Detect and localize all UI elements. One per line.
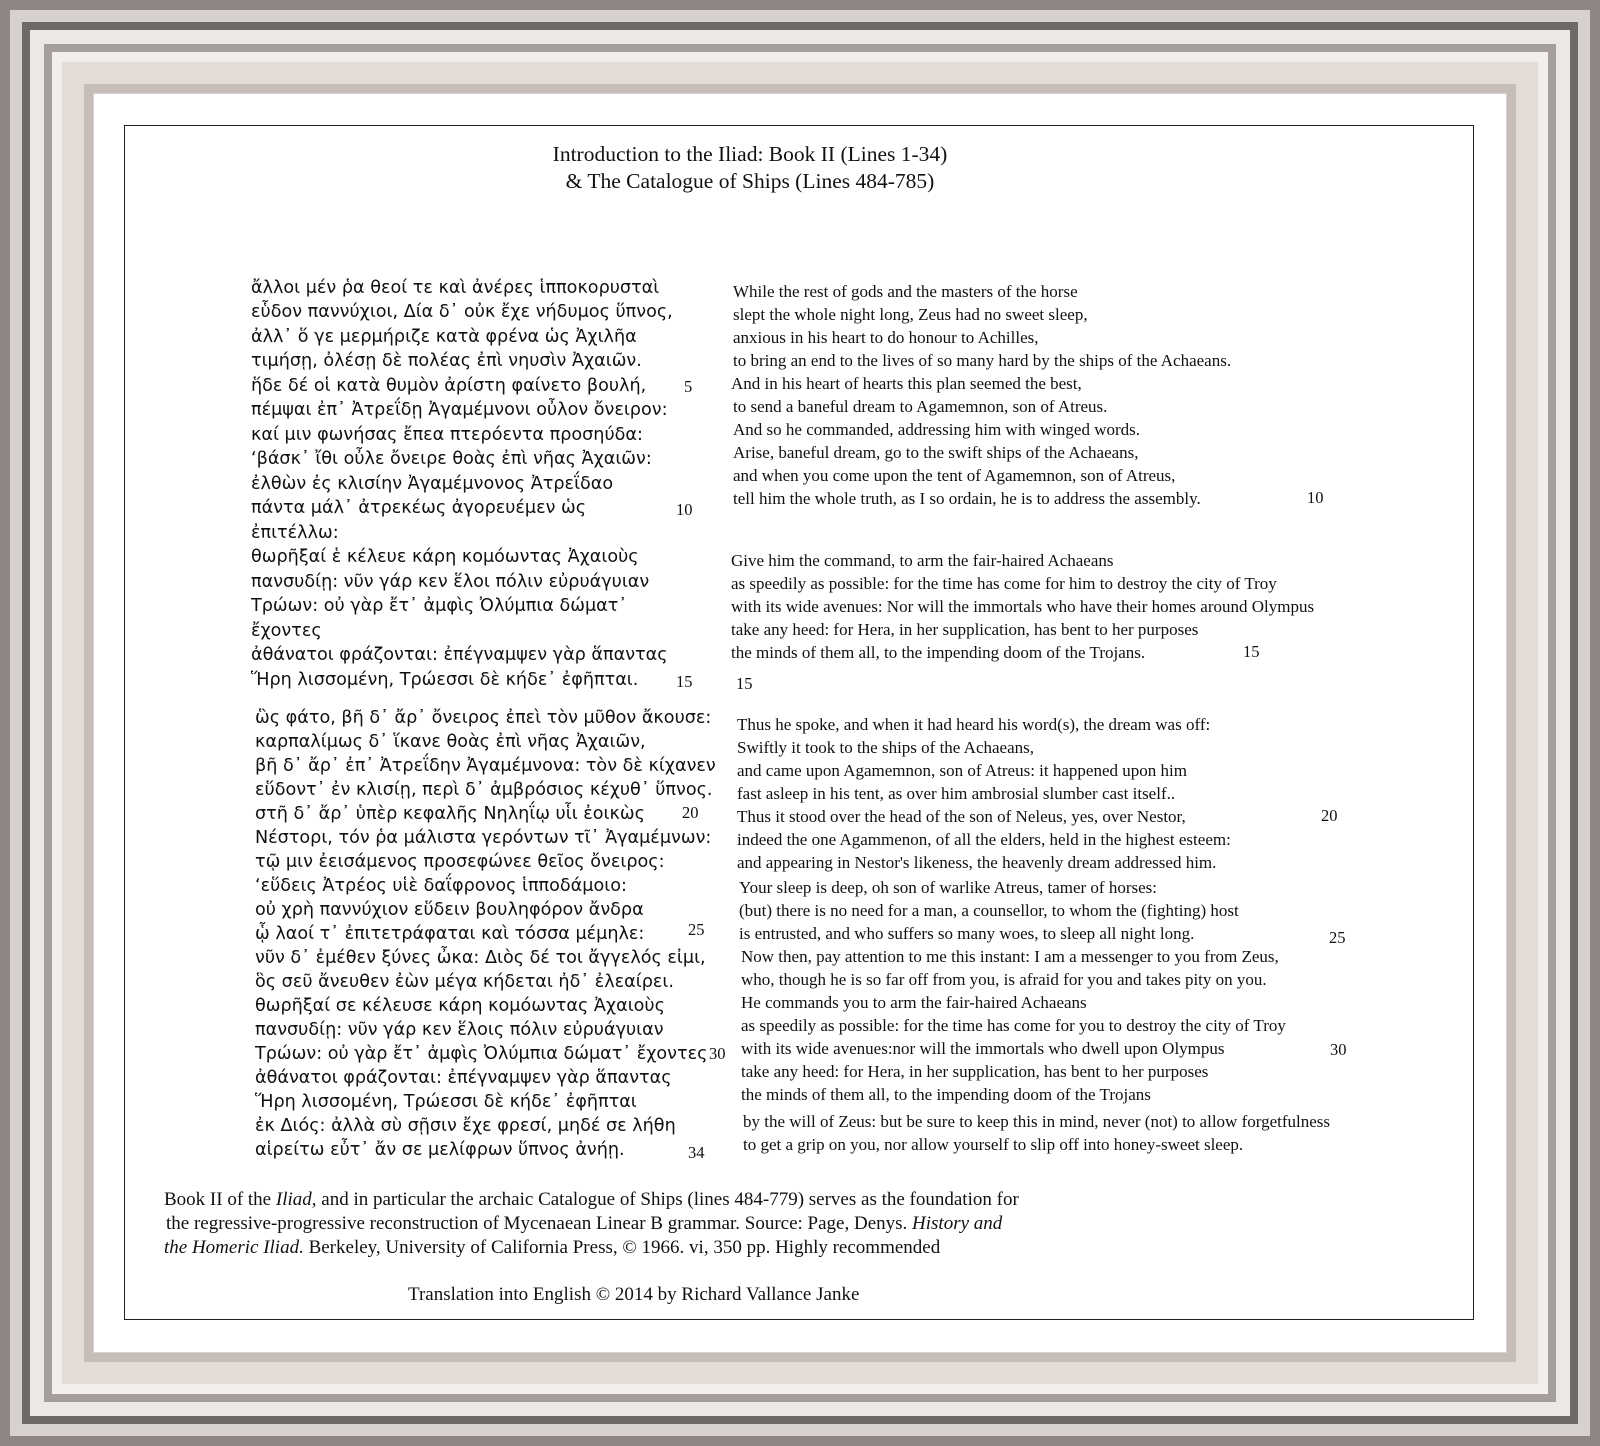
source-note-line-2 [166,1214,1002,1233]
copyright-line: Translation into English © 2014 by Richard Vallance Janke [408,1284,860,1305]
greek-line: νῦν δ᾽ ἐμέθεν ξύνες ὦκα: Διὸς δέ τοι ἄγγελός εἰμι, [255,948,706,968]
english-line: and appearing in Nestor's likeness, the heavenly dream addressed him. [737,853,1217,872]
english-line-number: 15 [736,674,753,693]
greek-line: πάντα μάλ᾽ ἀτρεκέως ἀγορευέμεν ὡς [251,498,587,518]
greek-line-number: 20 [682,803,699,822]
english-line: with its wide avenues: Nor will the immortals who have their homes around Olympus [731,597,1315,616]
greek-line: ‘βάσκ᾽ ἴθι οὖλε ὄνειρε θοὰς ἐπὶ νῆας Ἀχαιῶν: [251,449,652,469]
page-title-line-1: Introduction to the Iliad: Book II (Lines 1-34) [552,142,948,166]
english-line: (but) there is no need for a man, a counsellor, to whom the (fighting) host [739,901,1239,920]
greek-line: ἥδε δέ οἱ κατὰ θυμὸν ἀρίστη φαίνετο βουλή, [251,376,647,396]
note-italic-title: History and [912,1213,1003,1234]
source-note-line-3 [164,1238,940,1257]
english-line: Thus it stood over the head of the son of Neleus, yes, over Nestor, [737,807,1186,826]
note-text: , and in particular the archaic Catalogue of Ships (lines 484-779) serves as the foundation for [311,1189,1019,1210]
english-line: with its wide avenues:nor will the immortals who dwell upon Olympus [741,1039,1225,1058]
english-line: anxious in his heart to do honour to Achilles, [733,328,1039,347]
english-line: fast asleep in his tent, as over him ambrosial slumber cast itself.. [737,784,1176,803]
note-text: Berkeley, University of California Press, © 1966. vi, 350 pp. Highly recommended [303,1237,941,1258]
english-line: Arise, baneful dream, go to the swift ships of the Achaeans, [733,443,1139,462]
english-line: Now then, pay attention to me this instant: I am a messenger to you from Zeus, [741,947,1279,966]
english-line: While the rest of gods and the masters of the horse [733,282,1078,301]
greek-line: εὕδοντ᾽ ἐν κλισίῃ, περὶ δ᾽ ἀμβρόσιος κέχυθ᾽ ὕπνος. [255,780,713,800]
english-line-number: 30 [1330,1040,1347,1059]
greek-line: ἄλλοι μέν ῥα θεοί τε καὶ ἀνέρες ἱπποκορυσταὶ [251,278,660,298]
greek-line: ἐκ Διός: ἀλλὰ σὺ σῇσιν ἔχε φρεσί, μηδέ σε λήθη [255,1116,676,1136]
greek-line-number: 10 [676,500,693,519]
english-line: and when you come upon the tent of Agamemnon, son of Atreus, [733,466,1176,485]
greek-line: ἀθάνατοι φράζονται: ἐπέγναμψεν γὰρ ἅπαντας [255,1068,672,1088]
greek-line: ‘εὕδεις Ἀτρέος υἱὲ δαΐφρονος ἱπποδάμοιο: [255,876,627,896]
english-line: is entrusted, and who suffers so many woes, to sleep all night long. [739,924,1195,943]
greek-line-number: 5 [684,377,693,396]
greek-line: Ἥρη λισσομένη, Τρώεσσι δὲ κήδε᾽ ἐφῆπται [255,1092,637,1112]
greek-line-number: 25 [688,920,705,939]
greek-line-number: 34 [688,1143,705,1162]
greek-line: Τρώων: οὐ γὰρ ἔτ᾽ ἀμφὶς Ὀλύμπια δώματ᾽ ἔχοντες [255,1044,708,1064]
greek-line: Τρώων: οὐ γὰρ ἔτ᾽ ἀμφὶς Ὀλύμπια δώματ᾽ [251,596,628,616]
greek-line: ἐλθὼν ἐς κλισίην Ἀγαμέμνονος Ἀτρεΐδαο [251,474,614,494]
note-italic-title: Iliad [275,1189,312,1210]
english-line-number: 15 [1243,642,1260,661]
greek-line: οὐ χρὴ παννύχιον εὕδειν βουληφόρον ἄνδρα [255,900,644,920]
greek-line: τῷ μιν ἐεισάμενος προσεφώνεε θεῖος ὄνειρος: [255,852,665,872]
english-line: Thus he spoke, and when it had heard his word(s), the dream was off: [737,715,1211,734]
english-line: take any heed: for Hera, in her supplication, has bent to her purposes [731,620,1199,639]
source-note-line-1 [164,1190,1019,1209]
english-line: the minds of them all, to the impending doom of the Trojans. [731,643,1146,662]
greek-line: Νέστορι, τόν ῥα μάλιστα γερόντων τῖ᾽ Ἀγαμέμνων: [255,828,712,848]
greek-line: ὃς σεῦ ἄνευθεν ἐὼν μέγα κήδεται ἠδ᾽ ἐλεαίρει. [255,972,674,992]
greek-line: θωρῆξαί σε κέλευσε κάρη κομόωντας Ἀχαιοὺς [255,996,665,1016]
english-line: tell him the whole truth, as I so ordain, he is to address the assembly. [733,489,1201,508]
english-line: as speedily as possible: for the time has come for him to destroy the city of Troy [731,574,1277,593]
greek-line: ἀλλ᾽ ὅ γε μερμήριζε κατὰ φρένα ὡς Ἀχιλῆα [251,327,637,347]
greek-line: βῆ δ᾽ ἄρ᾽ ἐπ᾽ Ἀτρεΐδην Ἀγαμέμνονα: τὸν δὲ κίχανεν [255,756,716,776]
english-line: and came upon Agamemnon, son of Atreus: it happened upon him [737,761,1187,780]
english-line: the minds of them all, to the impending doom of the Trojans [741,1085,1151,1104]
english-line: Your sleep is deep, oh son of warlike Atreus, tamer of horses: [739,878,1158,897]
english-line: by the will of Zeus: but be sure to keep this in mind, never (not) to allow forgetfulness [743,1112,1331,1131]
english-line: as speedily as possible: for the time has come for you to destroy the city of Troy [741,1016,1286,1035]
english-line: take any heed: for Hera, in her supplication, has bent to her purposes [741,1062,1209,1081]
greek-line: ἐπιτέλλω: [251,523,339,543]
english-line: to send a baneful dream to Agamemnon, son of Atreus. [733,397,1108,416]
english-line: indeed the one Agammenon, of all the elders, held in the highest esteem: [737,830,1231,849]
english-line: Swiftly it took to the ships of the Achaeans, [737,738,1034,757]
english-line: Give him the command, to arm the fair-haired Achaeans [731,551,1114,570]
page-title-line-2: & The Catalogue of Ships (Lines 484-785) [565,169,935,193]
greek-line: θωρῆξαί ἑ κέλευε κάρη κομόωντας Ἀχαιοὺς [251,547,639,567]
english-line-number: 20 [1321,806,1338,825]
greek-line: πέμψαι ἐπ᾽ Ἀτρεΐδῃ Ἀγαμέμνονι οὖλον ὄνειρον: [251,400,668,420]
english-line-number: 25 [1329,928,1346,947]
greek-line: Ἥρη λισσομένη, Τρώεσσι δὲ κήδε᾽ ἐφῆπται. [251,670,639,690]
greek-line-number: 30 [709,1044,726,1063]
greek-line: ὣς φάτο, βῆ δ᾽ ἄρ᾽ ὄνειρος ἐπεὶ τὸν μῦθον ἄκουσε: [255,708,712,728]
greek-line: εὗδον παννύχιοι, Δία δ᾽ οὐκ ἔχε νήδυμος ὕπνος, [251,302,673,322]
english-line: And so he commanded, addressing him with winged words. [733,420,1140,439]
greek-line: πανσυδίῃ: νῦν γάρ κεν ἕλοις πόλιν εὐρυάγυιαν [255,1020,664,1040]
english-line: And in his heart of hearts this plan seemed the best, [731,374,1082,393]
greek-line-number: 15 [676,672,693,691]
english-line: slept the whole night long, Zeus had no sweet sleep, [733,305,1088,324]
greek-line: ἀθάνατοι φράζονται: ἐπέγναμψεν γὰρ ἅπαντας [251,645,668,665]
note-text: the regressive-progressive reconstruction of Mycenaean Linear B grammar. Source: Page, Denys. [166,1213,913,1234]
english-line: who, though he is so far off from you, is afraid for you and takes pity on you. [741,970,1267,989]
english-line: to get a grip on you, nor allow yourself to slip off into honey-sweet sleep. [743,1135,1244,1154]
greek-line: στῆ δ᾽ ἄρ᾽ ὑπὲρ κεφαλῆς Νηληΐῳ υἷι ἐοικὼς [255,804,645,824]
note-italic-title: the Homeric Iliad. [164,1237,304,1258]
greek-line: καί μιν φωνήσας ἔπεα πτερόεντα προσηύδα: [251,425,643,445]
greek-line: ᾧ λαοί τ᾽ ἐπιτετράφαται καὶ τόσσα μέμηλε: [255,924,645,944]
greek-line: αἱρείτω εὖτ᾽ ἄν σε μελίφρων ὕπνος ἀνήῃ. [255,1140,625,1160]
greek-line: καρπαλίμως δ᾽ ἵκανε θοὰς ἐπὶ νῆας Ἀχαιῶν, [255,732,646,752]
english-line: He commands you to arm the fair-haired Achaeans [741,993,1087,1012]
note-text: Book II of the [164,1189,276,1210]
greek-line: ἔχοντες [251,621,322,641]
english-line: to bring an end to the lives of so many hard by the ships of the Achaeans. [733,351,1232,370]
greek-line: τιμήσῃ, ὀλέσῃ δὲ πολέας ἐπὶ νηυσὶν Ἀχαιῶν. [251,351,642,371]
greek-line: πανσυδίῃ: νῦν γάρ κεν ἕλοι πόλιν εὐρυάγυιαν [251,572,650,592]
english-line-number: 10 [1307,488,1324,507]
